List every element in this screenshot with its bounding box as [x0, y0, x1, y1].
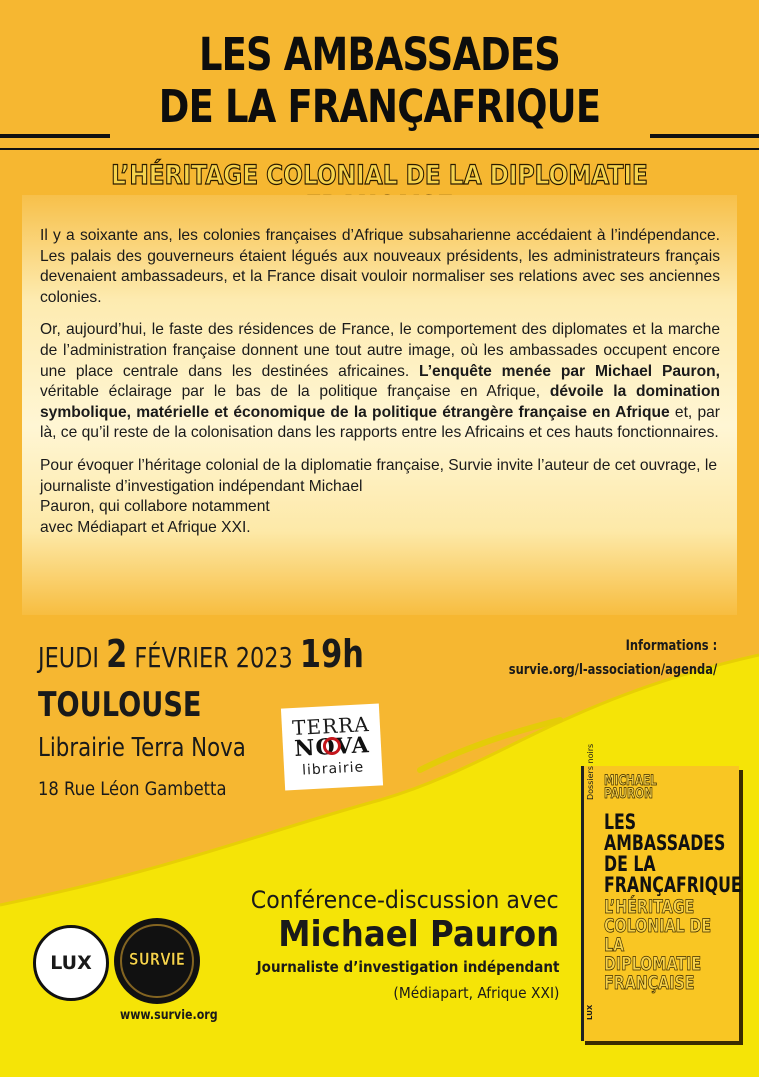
conference-intro: Conférence-discussion avec	[251, 886, 559, 914]
info-label: Informations :	[625, 638, 717, 654]
description-text	[40, 226, 720, 550]
book-sub-line2: COLONIAL DE	[604, 915, 712, 937]
event-day: JEUDI	[38, 641, 100, 674]
title-line-2: DE LA FRANÇAFRIQUE	[158, 80, 601, 133]
book-author-line1: MICHAEL	[604, 773, 657, 789]
p3-line-3: avec Médiapart et Afrique XXI.	[40, 518, 251, 536]
title-rule-left	[0, 134, 110, 138]
book-author-line2: PAURON	[604, 786, 653, 802]
terra-nova-logo	[281, 703, 383, 790]
subtitle-rule	[0, 148, 759, 150]
p2-bold-a: L’enquête menée par Michael Pauron,	[419, 362, 721, 380]
event-time: 19h	[299, 632, 364, 676]
speaker-name: Michael Pauron	[278, 914, 559, 955]
book-title-line3: DE LA	[604, 852, 656, 876]
event-venue: Librairie Terra Nova	[38, 733, 246, 763]
book-sub-line4: FRANÇAISE	[604, 972, 695, 994]
p2-text-a: Or, aujourd’hui, le faste des résidences de France, le comportement des diplomates et la marche de l’administration française donnent une tout autre image, où les ambassades occupent encore une place centrale dans les destinées africaines.	[40, 321, 720, 380]
book-sub-line3: LA DIPLOMATIE	[604, 934, 702, 975]
speaker-media: (Médiapart, Afrique XXI)	[393, 984, 559, 1002]
book-sub-line1: L’HÉRITAGE	[604, 896, 695, 918]
paragraph-3	[40, 456, 720, 538]
info-url[interactable]: survie.org/l-association/agenda/	[508, 662, 717, 678]
p2-bold-b: dévoile la domination symbolique, matérielle et économique de la politique étrangère française en Afrique	[40, 383, 720, 421]
book-subtitle	[604, 898, 720, 993]
info-block	[509, 634, 717, 682]
terra-logo-line3: librairie	[301, 759, 365, 779]
book-title	[604, 812, 742, 896]
speaker-role: Journaliste d’investigation indépendant	[256, 958, 559, 976]
subtitle: L’HÉRITAGE COLONIAL DE LA DIPLOMATIE	[111, 160, 648, 191]
book-author	[604, 775, 657, 801]
book-series: Dossiers noirs	[586, 743, 595, 800]
survie-logo	[114, 918, 200, 1004]
event-address: 18 Rue Léon Gambetta	[38, 778, 227, 800]
website-link[interactable]: www.survie.org	[120, 1008, 218, 1023]
terra-logo-line1: TERRA	[291, 712, 371, 741]
paragraph-1: Il y a soixante ans, les colonies françaises d’Afrique subsaharienne accédaient à l’indépendance. Les palais des gouverneurs étaient légués aux nouveaux présidents, les administrateurs français devenaient ambassadeurs, et la France disait vouloir normaliser ses relations avec ses anciennes colonies.	[40, 227, 720, 306]
book-title-line4: FRANÇAFRIQUE	[604, 873, 742, 897]
p2-text-c: et, par là, ce qu’il reste de la colonisation dans les rapports entre les Africains et ces hauts fonctionnaires.	[40, 403, 720, 442]
p3-line-2: Pauron, qui collabore notamment	[40, 498, 270, 516]
p3-line-1: Pour évoquer l’héritage colonial de la diplomatie française, Survie invite l’auteur de cet ouvrage, le journaliste d’investigation indépendant Michael	[40, 456, 717, 495]
book-title-line1: LES	[604, 810, 637, 834]
lux-logo: LUX	[33, 925, 109, 1001]
event-month-year: FÉVRIER 2023	[134, 641, 293, 674]
event-date	[38, 632, 364, 676]
title-rule-right	[650, 134, 759, 138]
p2-text-b: véritable éclairage par le bas de la politique française en Afrique,	[40, 383, 550, 401]
event-city: TOULOUSE	[38, 685, 202, 725]
paragraph-2	[40, 320, 720, 444]
event-daynum: 2	[106, 632, 128, 676]
terra-logo-line2: NOVA	[293, 732, 371, 762]
book-publisher: LUX	[586, 1004, 594, 1020]
book-title-line2: AMBASSADES	[604, 831, 726, 855]
title-line-1: LES AMBASSADES	[198, 28, 561, 81]
survie-logo-text: SURVIE	[128, 950, 186, 970]
